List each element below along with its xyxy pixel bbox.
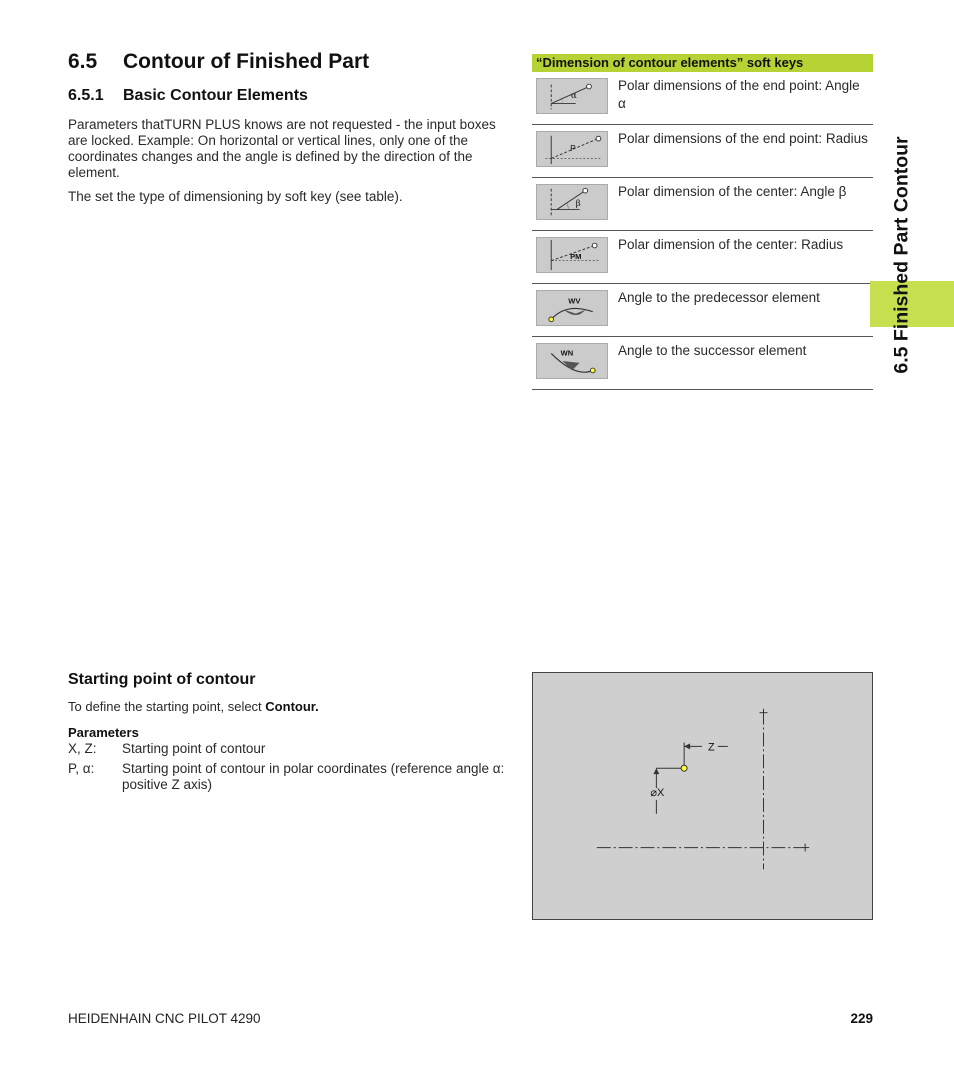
softkey-row bbox=[532, 231, 873, 284]
softkey-row bbox=[532, 125, 873, 178]
softkey-description: Polar dimension of the center: Radius bbox=[618, 237, 844, 252]
section-heading bbox=[68, 50, 369, 74]
softkey-description: Angle to the successor element bbox=[618, 343, 807, 358]
softkey-description: Angle to the predecessor element bbox=[618, 290, 820, 305]
polar-angle-center-icon[interactable] bbox=[536, 184, 608, 220]
softkey-row bbox=[532, 337, 873, 390]
softkey-row bbox=[532, 178, 873, 231]
softkey-table-header: “Dimension of contour elements” soft keys bbox=[532, 54, 873, 72]
starting-point-marker bbox=[681, 765, 687, 771]
parameter-key: P, α: bbox=[68, 761, 95, 776]
starting-point-heading: Starting point of contour bbox=[68, 671, 256, 688]
section-number: 6.5 bbox=[68, 50, 98, 73]
subsection-heading bbox=[68, 87, 308, 105]
intro-paragraph-2: The set the type of dimensioning by soft key (see table). bbox=[68, 189, 403, 204]
starting-point-instruction: To define the starting point, select Contour. bbox=[68, 699, 319, 714]
subsection-title: Basic Contour Elements bbox=[123, 87, 308, 104]
chapter-side-title: 6.5 Finished Part Contour bbox=[890, 136, 913, 374]
section-title: Contour of Finished Part bbox=[123, 50, 370, 73]
parameter-value: Starting point of contour bbox=[122, 741, 266, 756]
starting-point-figure bbox=[532, 672, 873, 920]
x-dimension-label: ⌀X bbox=[650, 787, 665, 799]
parameters-heading: Parameters bbox=[68, 725, 139, 740]
subsection-number: 6.5.1 bbox=[68, 87, 104, 104]
parameter-key: X, Z: bbox=[68, 741, 97, 756]
footer-product: HEIDENHAIN CNC PILOT 4290 bbox=[68, 1011, 261, 1026]
key-label: P bbox=[570, 142, 576, 153]
softkey-table bbox=[532, 54, 873, 390]
angle-successor-icon[interactable] bbox=[536, 343, 608, 379]
polar-radius-center-icon[interactable] bbox=[536, 237, 608, 273]
key-label: β bbox=[575, 198, 581, 209]
key-label: WV bbox=[568, 296, 581, 306]
angle-predecessor-icon[interactable] bbox=[536, 290, 608, 326]
key-label: α bbox=[571, 90, 577, 101]
key-label: WN bbox=[560, 348, 574, 358]
polar-radius-end-point-icon[interactable] bbox=[536, 131, 608, 167]
polar-angle-end-point-icon[interactable] bbox=[536, 78, 608, 114]
parameter-value: Starting point of contour in polar coordinates (reference angle α: positive Z axis) bbox=[122, 761, 505, 792]
softkey-description: Polar dimensions of the end point: Angle α bbox=[618, 78, 860, 111]
softkey-description: Polar dimension of the center: Angle β bbox=[618, 184, 847, 199]
z-dimension-label: Z bbox=[707, 741, 715, 754]
page-number: 229 bbox=[850, 1011, 873, 1026]
contour-command: Contour. bbox=[265, 699, 319, 714]
softkey-row bbox=[532, 284, 873, 337]
softkey-row bbox=[532, 72, 873, 125]
key-label: PM bbox=[570, 251, 582, 261]
softkey-description: Polar dimensions of the end point: Radius bbox=[618, 131, 868, 146]
intro-paragraph-1: Parameters thatTURN PLUS knows are not requested - the input boxes are locked. Example: On horizontal or vertical lines, only one of the coordinates changes and the angle is defined by the direction of the element. bbox=[68, 117, 496, 180]
